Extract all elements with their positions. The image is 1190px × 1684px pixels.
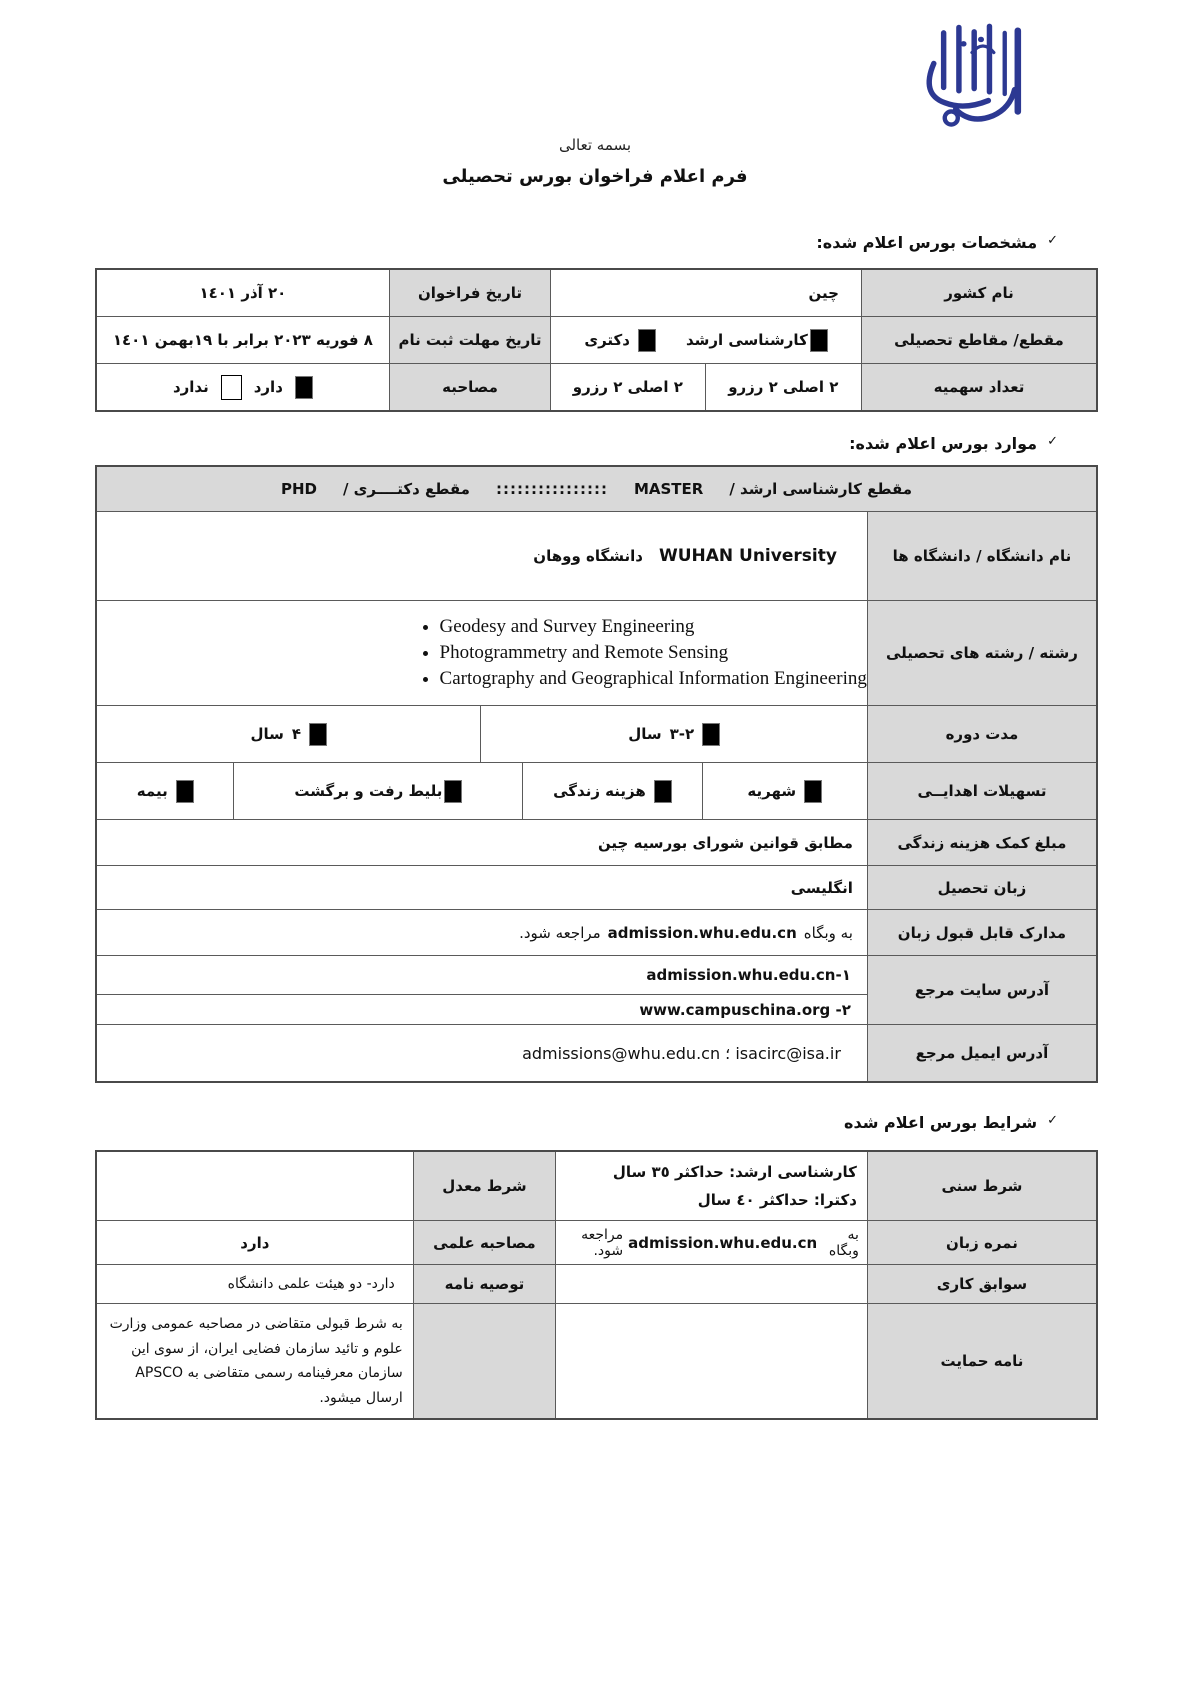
interview-options: [97, 364, 389, 410]
table-row: [97, 1152, 1096, 1220]
call-date-label: تاریخ فراخوان: [389, 270, 550, 316]
recommendation-value: دارد- دو هیئت علمی دانشگاه: [227, 1276, 395, 1292]
banner-dots: ::::::::::::::::: [495, 480, 608, 498]
language-score-value: [555, 1221, 867, 1264]
fields-label: رشته / رشته های تحصیلی: [867, 601, 1096, 705]
age-value: [555, 1152, 867, 1220]
organization-logo: [904, 22, 1040, 142]
items-table: [95, 465, 1098, 1083]
gpa-value: [97, 1152, 413, 1220]
checkbox-filled-icon: [295, 376, 313, 399]
basmala-line: بسمه تعالی: [558, 136, 632, 154]
checkmark-icon: ✓: [1047, 1113, 1058, 1128]
facility-living: [522, 763, 701, 819]
degree-options: [550, 317, 861, 363]
interview-no-option: ندارد: [172, 378, 209, 396]
university-value: [97, 512, 867, 600]
degree-phd-option: دکتری: [584, 331, 630, 349]
admission-url[interactable]: admission.whu.edu.cn: [607, 923, 797, 942]
section-title: شرایط بورس اعلام شده: [844, 1113, 1038, 1132]
age-master-line: کارشناسی ارشد: حداکثر ٣٥ سال: [612, 1162, 857, 1181]
fields-list: [390, 602, 867, 704]
work-history-label: سوابق کاری: [867, 1265, 1096, 1303]
facility-ticket-label: بلیط رفت و برگشت: [294, 782, 443, 800]
site-link-1[interactable]: admission.whu.edu.cn-١: [646, 966, 851, 984]
section-title: موارد بورس اعلام شده:: [849, 434, 1038, 453]
university-name-en: WUHAN University: [658, 546, 837, 566]
table-row: [97, 955, 1096, 1024]
table-row: [97, 762, 1096, 819]
field-item: • Cartography and Geographical Information Engineering: [440, 668, 867, 690]
language-value: انگلیسی: [790, 878, 853, 897]
page-title: فرم اعلام فراخوان بورس تحصیلی: [442, 166, 748, 187]
banner-phd-en: PHD: [280, 480, 317, 498]
language-score-label: نمره زبان: [867, 1221, 1096, 1264]
checkbox-filled-icon: [309, 723, 327, 746]
checkbox-filled-icon: [702, 723, 720, 746]
language-docs-label: مدارک قابل قبول زبان: [867, 910, 1096, 955]
quota-phd-value: ٢ اصلی ٢ رزرو: [550, 364, 704, 410]
support-letter-value: [97, 1304, 413, 1418]
facility-tuition-label: شهریه: [747, 782, 797, 800]
checkbox-filled-icon: [654, 780, 672, 803]
duration-master-years: ٢-٣: [669, 725, 695, 743]
refer-pre-text: به وبگاه: [803, 923, 853, 942]
age-label: شرط سنی: [867, 1152, 1096, 1220]
field-item: • Geodesy and Survey Engineering: [440, 616, 867, 638]
deadline-value: ٨ فوریه ٢٠٢٣ برابر با ١٩بهمن ١٤٠١: [112, 331, 373, 349]
banner-master-en: MASTER: [633, 480, 704, 498]
work-history-value: [555, 1265, 867, 1303]
table-row: [97, 865, 1096, 909]
site-link-2[interactable]: www.campuschina.org -٢: [639, 1000, 851, 1019]
quota-master-value: ٢ اصلی ٢ رزرو: [705, 364, 861, 410]
admission-url[interactable]: admission.whu.edu.cn: [628, 1233, 818, 1252]
table-row: [97, 819, 1096, 865]
duration-phd: [97, 706, 480, 762]
language-label: زبان تحصیل: [867, 866, 1096, 909]
duration-phd-years: ۴: [291, 725, 302, 743]
table-row: [97, 705, 1096, 762]
section-title: مشخصات بورس اعلام شده:: [816, 233, 1038, 252]
refer-post-text: مراجعه شود.: [581, 1226, 624, 1259]
call-date-value: ٢٠ آذر ١٤٠١: [199, 284, 287, 302]
table-row: [97, 467, 1096, 511]
table-row: [97, 1303, 1096, 1418]
year-word: سال: [628, 725, 662, 743]
checkbox-filled-icon: [638, 329, 656, 352]
support-letter-text: به شرط قبولی متقاضی در مصاحبه عمومی وزارت علوم و تائید سازمان فضایی ایران، از سوی این سازمان معرفینامه رسمی متقاضی به APSCO ارسال میشود.: [109, 1316, 403, 1406]
language-docs-value: [97, 910, 867, 955]
facility-ticket: [233, 763, 522, 819]
field-item: • Photogrammetry and Remote Sensing: [440, 642, 867, 664]
quota-label: تعداد سهمیه: [861, 364, 1096, 410]
table-row: [97, 270, 1096, 316]
specs-table: [95, 268, 1098, 412]
banner-master-fa: مقطع کارشناسی ارشد /: [729, 480, 913, 498]
deadline-label: تاریخ مهلت ثبت نام: [389, 317, 550, 363]
checkbox-filled-icon: [176, 780, 194, 803]
table-row: [97, 511, 1096, 600]
country-value: چین: [550, 270, 861, 316]
refer-post-text: مراجعه شود.: [519, 923, 601, 942]
section-header-specs: [95, 233, 1098, 252]
table-row: [97, 316, 1096, 363]
facility-tuition: [702, 763, 867, 819]
checkbox-empty-icon: [221, 375, 242, 400]
age-phd-line: دکترا: حداکثر ٤٠ سال: [697, 1191, 857, 1209]
allowance-label: مبلغ کمک هزینه زندگی: [867, 820, 1096, 865]
interview-yes-option: دارد: [253, 378, 283, 396]
university-label: نام دانشگاه / دانشگاه ها: [867, 512, 1096, 600]
email-value: [97, 1025, 867, 1081]
support-letter-spacer: [413, 1304, 555, 1418]
university-name-fa: دانشگاه ووهان: [533, 547, 643, 565]
recommendation-label: توصیه نامه: [413, 1265, 555, 1303]
table-row: [97, 1024, 1096, 1081]
scientific-interview-label: مصاحبه علمی: [413, 1221, 555, 1264]
section-header-conditions: [95, 1113, 1098, 1132]
checkbox-filled-icon: [810, 329, 828, 352]
conditions-table: [95, 1150, 1098, 1420]
country-label: نام کشور: [861, 270, 1096, 316]
refer-pre-text: به وبگاه: [828, 1226, 859, 1259]
levels-banner: [97, 467, 1096, 511]
table-row: [97, 909, 1096, 955]
gpa-label: شرط معدل: [413, 1152, 555, 1220]
year-word: سال: [250, 725, 284, 743]
sites-value: [97, 956, 867, 1024]
fields-value: [97, 601, 867, 705]
banner-phd-fa: مقطع دکتــــری /: [342, 480, 470, 498]
support-letter-middle: [555, 1304, 867, 1418]
table-row: [97, 600, 1096, 705]
interview-label: مصاحبه: [389, 364, 550, 410]
scientific-interview-value: دارد: [240, 1233, 270, 1252]
section-header-items: [95, 434, 1098, 453]
facility-insurance-label: بیمه: [136, 782, 168, 800]
degree-master-option: کارشناسی ارشد: [685, 331, 808, 349]
facilities-label: تسهیلات اهدایــی: [867, 763, 1096, 819]
duration-master: [480, 706, 866, 762]
email-addresses[interactable]: admissions@whu.edu.cn ؛ isacirc@isa.ir: [522, 1043, 841, 1063]
table-row: [97, 363, 1096, 410]
facility-living-label: هزینه زندگی: [553, 782, 646, 800]
checkbox-filled-icon: [444, 780, 462, 803]
sites-label: آدرس سایت مرجع: [867, 956, 1096, 1024]
table-row: [97, 1220, 1096, 1264]
facility-insurance: [97, 763, 233, 819]
checkmark-icon: ✓: [1047, 233, 1058, 248]
checkbox-filled-icon: [804, 780, 822, 803]
support-letter-label: نامه حمایت: [867, 1304, 1096, 1418]
table-row: [97, 1264, 1096, 1303]
degree-label: مقطع/ مقاطع تحصیلی: [861, 317, 1096, 363]
checkmark-icon: ✓: [1047, 434, 1058, 449]
duration-label: مدت دوره: [867, 706, 1096, 762]
allowance-value: مطابق قوانین شورای بورسیه چین: [597, 833, 853, 852]
email-label: آدرس ایمیل مرجع: [867, 1025, 1096, 1081]
